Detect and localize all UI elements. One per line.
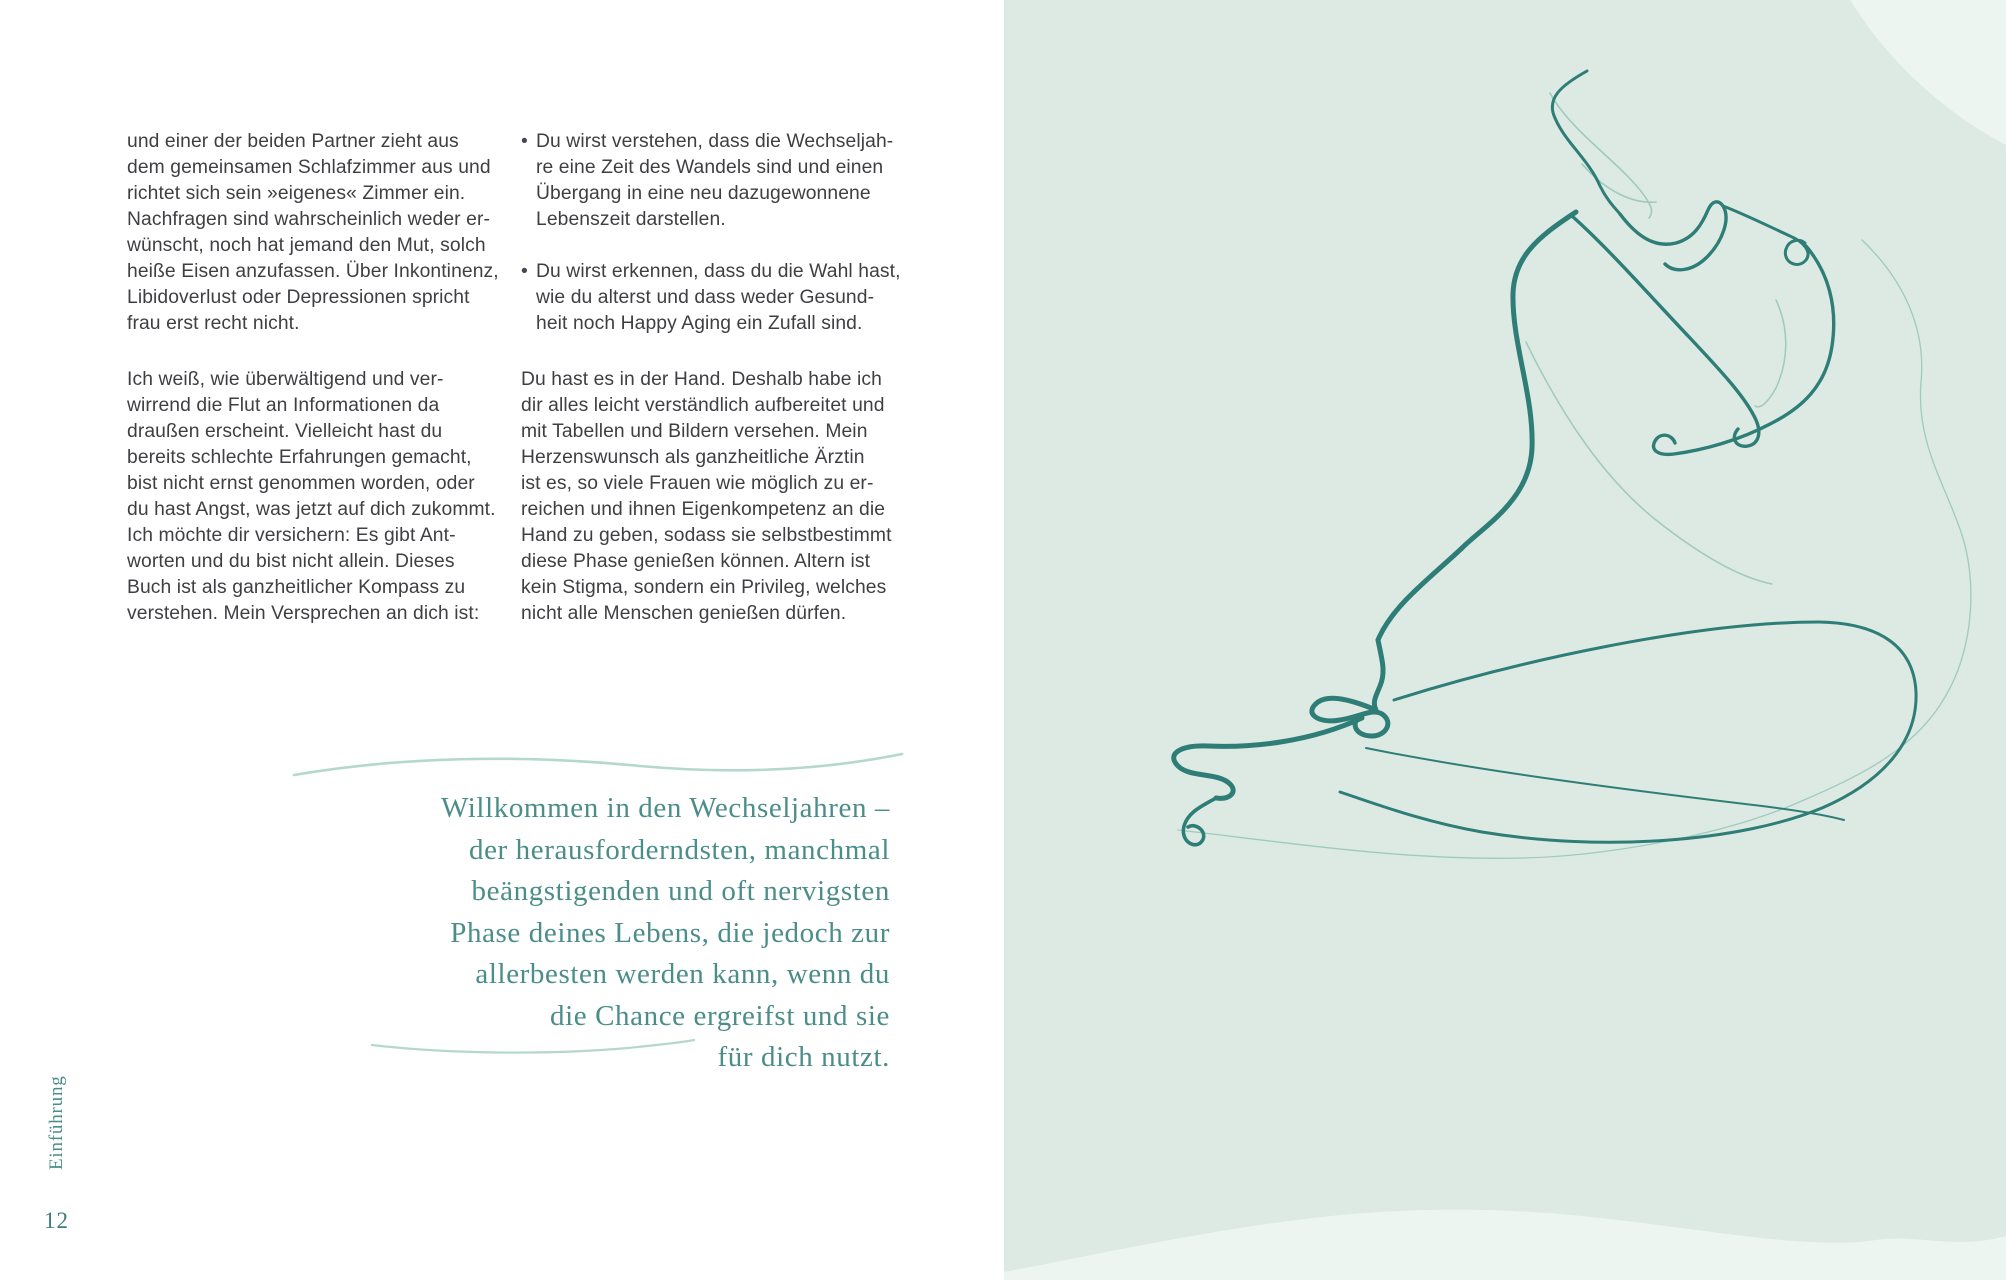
- bullet-item-1: [521, 129, 913, 233]
- bullet-icon: •: [521, 261, 528, 282]
- bullet-item-2: [521, 259, 913, 337]
- right-page-illustration-panel: [1004, 0, 2006, 1280]
- bullet-icon: •: [521, 131, 528, 152]
- page-number-left: 12: [44, 1208, 69, 1233]
- paragraph-3: Du hast es in der Hand. Deshalb habe ich dir alles leicht verständlich aufbereitet und mit Tabellen und Bildern versehen. Mein Herzenswunsch als ganzheitliche Ärztin ist es, so viele Frauen wie möglich zu er- reichen und ihnen Eigenkompetenz an die Hand zu geben, sodass sie selbstbestimmt diese Phase genießen können. Altern ist kein Stigma, sondern ein Privileg, welches nicht alle Menschen genießen dürfen.: [521, 369, 892, 624]
- woman-line-art-illustration: [1004, 0, 2006, 1280]
- chapter-sidebar-label: Einführung: [46, 1075, 67, 1170]
- pull-quote: Willkommen in den Wechseljahren – der herausforderndsten, manchmal beängstigenden und oft nervigsten Phase deines Lebens, die jedoch zur allerbesten werden kann, wenn du die Chance ergreifst und sie für dich nutzt.: [440, 792, 890, 1073]
- left-page-column-2: [521, 129, 913, 627]
- paragraph-2: Ich weiß, wie überwältigend und ver- wirrend die Flut an Informationen da draußen erscheint. Vielleicht hast du bereits schlechte Erfahrungen gemacht, bist nicht ernst genommen worden, oder du hast Angst, was jetzt auf dich zukommt. Ich möchte dir versichern: Es gibt Ant- worten und du bist nicht allein. Dieses Buch ist als ganzheitlicher Kompass zu verstehen. Mein Versprechen an dich ist:: [127, 369, 496, 624]
- bullet-2-text: Du wirst erkennen, dass du die Wahl hast, wie du alterst und dass weder Gesund- heit noch Happy Aging ein Zufall sind.: [536, 261, 901, 334]
- mint-blob-shape: [1004, 0, 2006, 1272]
- bullet-1-text: Du wirst verstehen, dass die Wechseljah- re eine Zeit des Wandels sind und einen Übergang in eine neu dazugewonnene Lebenszeit darstellen.: [536, 131, 894, 230]
- paragraph-1: und einer der beiden Partner zieht aus dem gemeinsamen Schlafzimmer aus und richtet sich sein »eigenes« Zimmer ein. Nachfragen sind wahrscheinlich weder er- wünscht, noch hat jemand den Mut, solch heiße Eisen anzufassen. Über Inkontinenz, Libidoverlust oder Depressionen spricht frau erst recht nicht.: [127, 131, 499, 334]
- left-page-column-1: [127, 129, 507, 627]
- wave-divider-top: [288, 745, 908, 787]
- wave-divider-bottom: [368, 1033, 698, 1059]
